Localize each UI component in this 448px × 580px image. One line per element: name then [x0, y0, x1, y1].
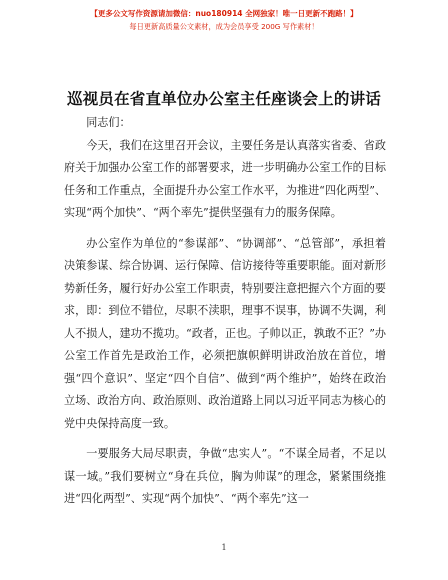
body-paragraph: 今天，我们在这里召开会议，主要任务是认真落实省委、省政府关于加强办公室工作的部署要求，进一步明确办公室工作的目标任务和工作重点，全面提升办公室工作水平，为推进“四化两型”、实现“两个加快”、“两个率先”提供坚强有力的服务保障。: [64, 138, 386, 219]
body-paragraph: 办公室作为单位的“参谋部”、“协调部”、“总管部”，承担着决策参谋、综合协调、运行保障、信访接待等重要职能。面对新形势新任务，履行好办公室工作职责，特别要注意把握六个方面的要求，即：到位不错位，尽职不渎职，理事不误事，协调不失调，利人不损人，建功不揽功。“政者，正也。子帅以正，孰敢不正？”办公室工作首先是政治工作，必须把旗帜鲜明讲政治放在首位，增强“四个意识”、坚定“四个自信”、做到“两个维护”，始终在政治立场、政治方向、政治原则、政治道路上同以习近平同志为核心的党中央保持高度一致。: [64, 236, 386, 430]
body-paragraph: 一要服务大局尽职责，争做“忠实人”。“不谋全局者，不足以谋一域。”我们要树立“身在兵位，胸为帅谋”的理念，紧紧围绕推进“四化两型”、实现“两个加快”、“两个率先”这一: [64, 447, 386, 505]
document-title: 巡视员在省直单位办公室主任座谈会上的讲话: [66, 90, 381, 108]
salutation: 同志们：: [86, 116, 131, 129]
document-body: [64, 112, 386, 519]
page-number: 1: [221, 543, 227, 552]
header-banner: [0, 8, 448, 32]
banner-membership-line: 每日更新高质量公文素材，成为会员享受 200G 写作素材！: [129, 22, 319, 31]
banner-promo-line: 【更多公文写作资源请加微信：nuo180914 全网独家！唯一日更新不跑路！】: [90, 9, 358, 18]
